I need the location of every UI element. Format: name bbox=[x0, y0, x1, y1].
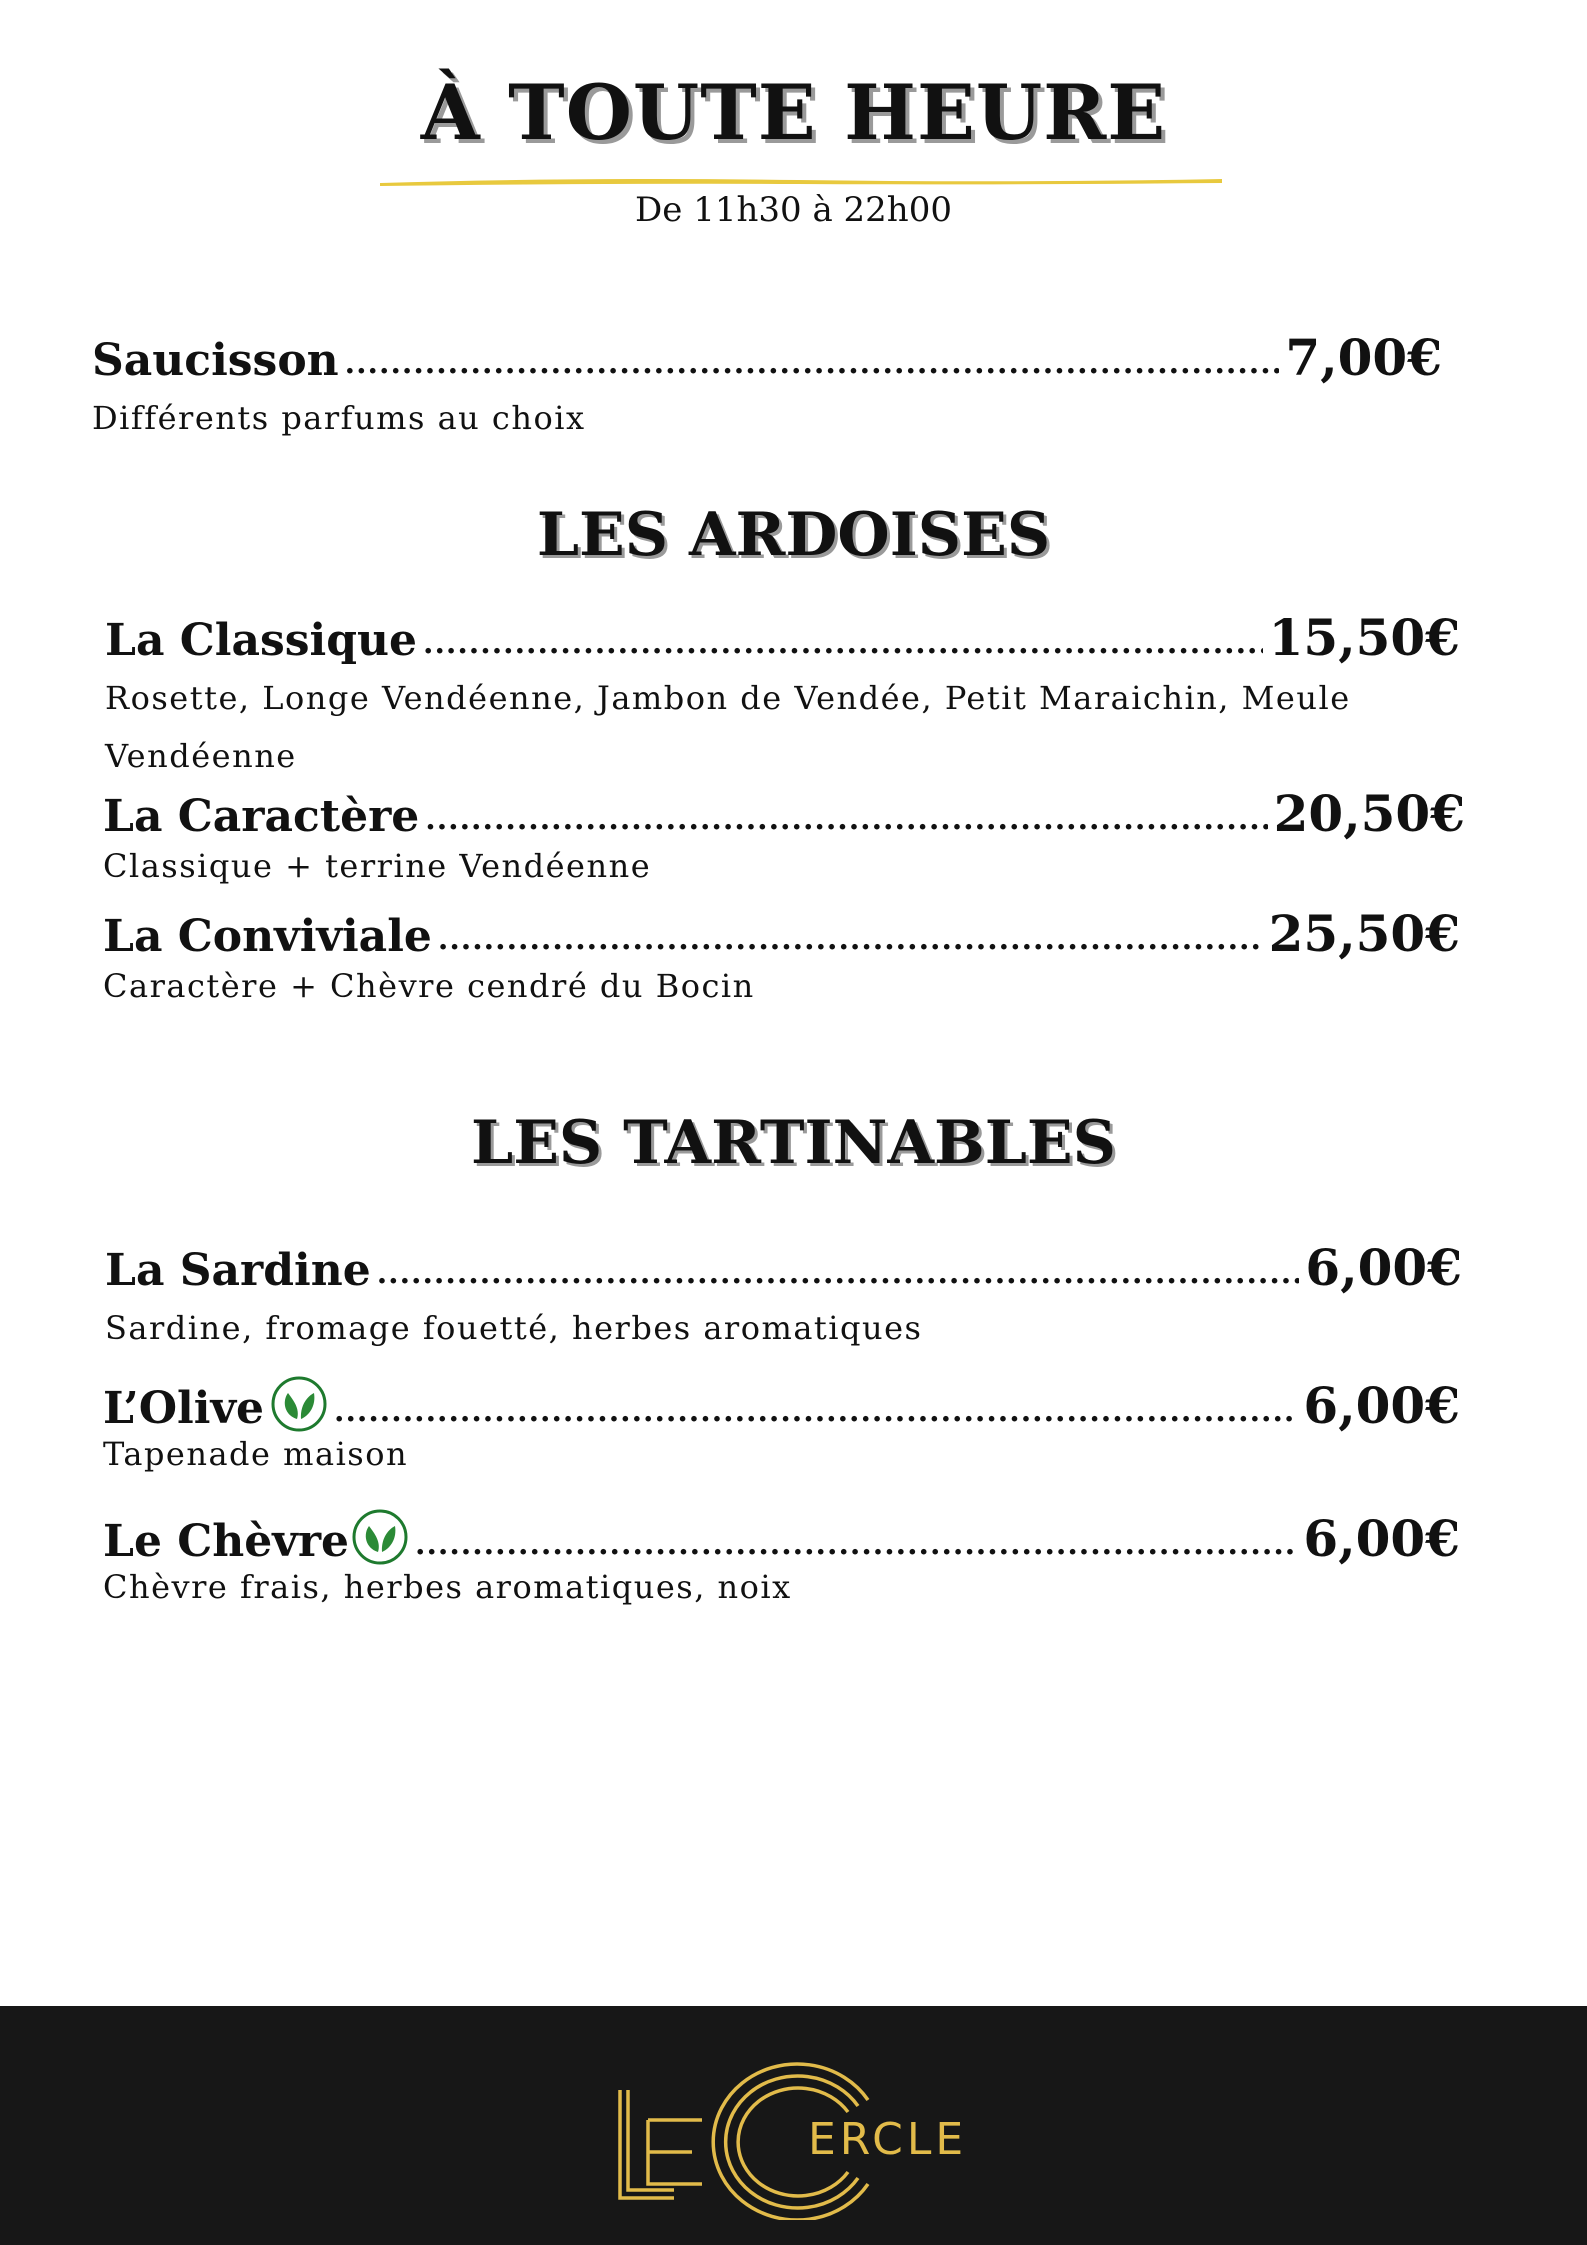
opening-hours: De 11h30 à 22h00 bbox=[635, 190, 952, 230]
item-description: Rosette, Longe Vendéenne, Jambon de Vendée, Petit Maraichin, Meule Vendéenne bbox=[105, 679, 1351, 775]
item-price: 15,50€ bbox=[1268, 608, 1460, 667]
svg-text:ERCLE: ERCLE bbox=[808, 2114, 968, 2165]
item-name: Le Chèvre bbox=[103, 1515, 349, 1567]
item-price: 25,50€ bbox=[1268, 904, 1460, 963]
item-price: 6,00€ bbox=[1303, 1376, 1460, 1435]
item-name: L’Olive bbox=[103, 1382, 265, 1434]
dot-leader bbox=[345, 349, 1280, 385]
le-cercle-logo bbox=[612, 2036, 982, 2220]
section-title-ardoises: LES ARDOISES bbox=[536, 500, 1051, 570]
item-description: Classique + terrine Vendéenne bbox=[103, 847, 652, 885]
menu-item-conviviale bbox=[103, 906, 1460, 1015]
page-title: À TOUTE HEURE bbox=[420, 68, 1167, 157]
dot-leader bbox=[438, 925, 1263, 961]
item-price: 6,00€ bbox=[1303, 1509, 1460, 1568]
dot-leader bbox=[377, 1259, 1300, 1295]
menu-item-saucisson bbox=[92, 330, 1442, 447]
section-title-tartinables: LES TARTINABLES bbox=[471, 1108, 1116, 1178]
item-price: 7,00€ bbox=[1285, 328, 1442, 387]
item-name: La Caractère bbox=[103, 790, 420, 842]
item-price: 6,00€ bbox=[1305, 1238, 1462, 1297]
item-price: 20,50€ bbox=[1273, 784, 1465, 843]
item-description: Différents parfums au choix bbox=[92, 399, 586, 437]
menu-item-classique bbox=[105, 610, 1460, 785]
dot-leader bbox=[425, 805, 1267, 841]
item-description: Caractère + Chèvre cendré du Bocin bbox=[103, 967, 755, 1005]
item-name: Saucisson bbox=[92, 334, 339, 386]
item-name: La Classique bbox=[105, 614, 418, 666]
item-description: Sardine, fromage fouetté, herbes aromatiques bbox=[105, 1309, 923, 1347]
menu-item-sardine bbox=[105, 1240, 1462, 1357]
item-description: Chèvre frais, herbes aromatiques, noix bbox=[103, 1568, 792, 1606]
item-description: Tapenade maison bbox=[103, 1435, 409, 1473]
item-name: La Sardine bbox=[105, 1244, 371, 1296]
dot-leader bbox=[334, 1397, 1297, 1433]
item-name: La Conviviale bbox=[103, 910, 432, 962]
menu-item-chevre bbox=[103, 1508, 1460, 1616]
dot-leader bbox=[423, 629, 1263, 665]
menu-item-olive bbox=[103, 1375, 1460, 1483]
menu-item-caractere bbox=[103, 786, 1465, 895]
title-underline bbox=[378, 176, 1224, 187]
